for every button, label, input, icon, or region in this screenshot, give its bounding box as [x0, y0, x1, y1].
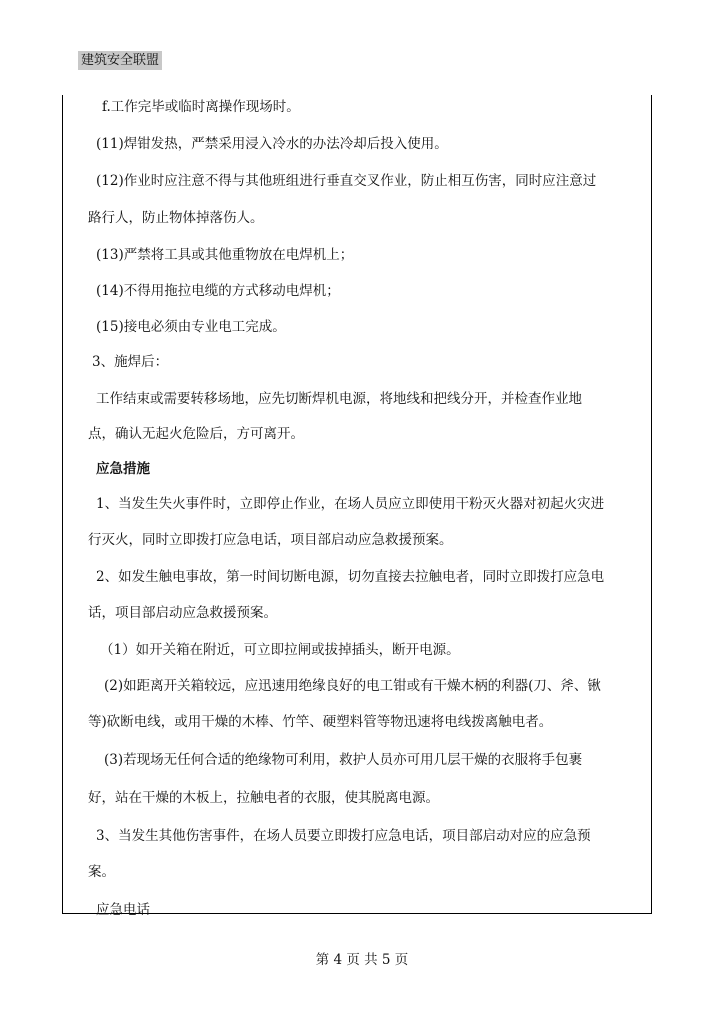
emergency-phone-label: 应急电话 — [96, 902, 150, 918]
item-12-line-1: (12)作业时应注意不得与其他班组进行垂直交叉作业，防止相互伤害，同时应注意过 — [96, 173, 597, 189]
other-injury-line-2: 案。 — [88, 864, 115, 880]
item-11-line: (11)焊钳发热，严禁采用浸入冷水的办法冷却后投入使用。 — [96, 136, 448, 152]
step-3-heading: 3、施焊后： — [92, 354, 169, 370]
item-12-line-2: 路行人，防止物体掉落伤人。 — [88, 210, 264, 226]
other-injury-line-1: 3、当发生其他伤害事件，在场人员要立即拨打应急电话，项目部启动对应的应急预 — [96, 828, 591, 844]
shock-substep-1-line: （1）如开关箱在附近，可立即拉闸或拔掉插头，断开电源。 — [100, 642, 460, 658]
fire-measure-line-1: 1、当发生失火事件时，立即停止作业，在场人员应立即使用干粉灭火器对初起火灾进 — [96, 496, 605, 512]
step-3-text-line-1: 工作结束或需要转移场地，应先切断焊机电源，将地线和把线分开，并检查作业地 — [96, 391, 582, 407]
page-number-footer: 第 4 页 共 5 页 — [315, 952, 409, 968]
fire-measure-line-2: 行灭火，同时立即拨打应急电话，项目部启动应急救援预案。 — [88, 532, 453, 548]
shock-substep-3-line-2: 好，站在干燥的木板上，拉触电者的衣服，使其脱离电源。 — [88, 790, 439, 806]
shock-substep-3-line-1: (3)若现场无任何合适的绝缘物可利用，救护人员亦可用几层干燥的衣服将手包裹 — [104, 752, 583, 768]
shock-substep-2-line-1: (2)如距离开关箱较远，应迅速用绝缘良好的电工钳或有干燥木柄的利器(刀、斧、锹 — [104, 678, 601, 694]
emergency-measures-heading: 应急措施 — [96, 461, 150, 477]
shock-measure-line-1: 2、如发生触电事故，第一时间切断电源，切勿直接去拉触电者，同时立即拨打应急电 — [96, 569, 605, 585]
item-f-line: f.工作完毕或临时离操作现场时。 — [102, 99, 300, 115]
item-13-line: (13)严禁将工具或其他重物放在电焊机上； — [96, 247, 354, 263]
item-15-line: (15)接电必须由专业电工完成。 — [96, 319, 286, 335]
shock-substep-2-line-2: 等)砍断电线，或用干燥的木棒、竹竿、硬塑料管等物迅速将电线拨离触电者。 — [88, 714, 553, 730]
shock-measure-line-2: 话，项目部启动应急救援预案。 — [88, 605, 277, 621]
header-watermark-tag: 建筑安全联盟 — [78, 51, 162, 70]
item-14-line: (14)不得用拖拉电缆的方式移动电焊机； — [96, 283, 340, 299]
step-3-text-line-2: 点，确认无起火危险后，方可离开。 — [88, 426, 304, 442]
